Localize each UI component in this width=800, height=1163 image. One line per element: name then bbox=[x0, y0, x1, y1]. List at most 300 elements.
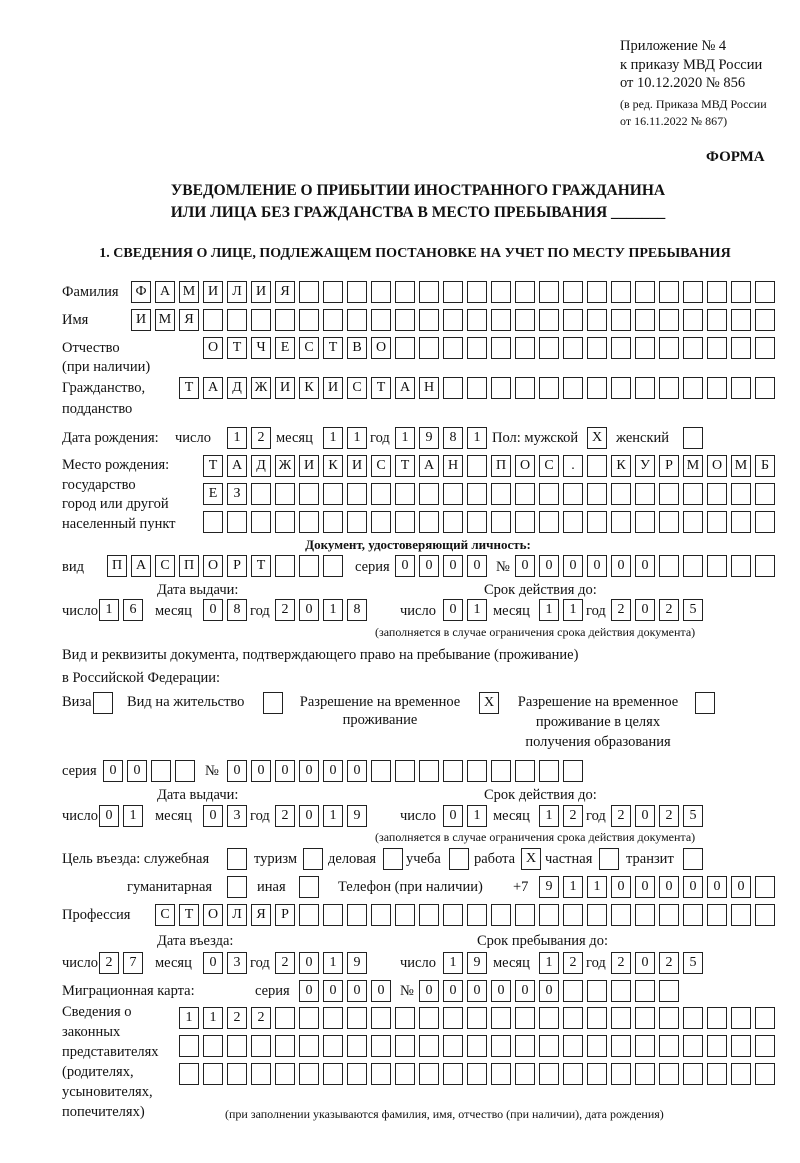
char-cell[interactable]: Ч bbox=[251, 337, 271, 359]
char-cell[interactable] bbox=[611, 1035, 631, 1057]
char-cell[interactable] bbox=[539, 904, 559, 926]
char-cell[interactable] bbox=[611, 1007, 631, 1029]
char-cell[interactable] bbox=[731, 337, 751, 359]
char-cell[interactable] bbox=[587, 1007, 607, 1029]
char-cell[interactable]: 9 bbox=[419, 427, 439, 449]
char-cell[interactable] bbox=[599, 848, 619, 870]
char-cell[interactable] bbox=[443, 904, 463, 926]
char-cell[interactable] bbox=[419, 511, 439, 533]
char-cell[interactable]: 5 bbox=[683, 599, 703, 621]
char-cell[interactable]: У bbox=[635, 455, 655, 477]
char-cell[interactable] bbox=[419, 904, 439, 926]
char-cell[interactable]: 0 bbox=[419, 980, 439, 1002]
char-cell[interactable] bbox=[635, 309, 655, 331]
char-cell[interactable] bbox=[323, 904, 343, 926]
char-cell[interactable]: 1 bbox=[467, 599, 487, 621]
char-cell[interactable] bbox=[251, 511, 271, 533]
char-cell[interactable]: 1 bbox=[467, 805, 487, 827]
char-cell[interactable] bbox=[515, 483, 535, 505]
char-cell[interactable]: А bbox=[395, 377, 415, 399]
char-cell[interactable]: Т bbox=[371, 377, 391, 399]
char-cell[interactable]: 0 bbox=[99, 805, 119, 827]
char-cell[interactable] bbox=[707, 377, 727, 399]
char-cell[interactable] bbox=[707, 281, 727, 303]
char-cell[interactable] bbox=[563, 377, 583, 399]
char-cell[interactable]: М bbox=[179, 281, 199, 303]
char-cell[interactable]: 1 bbox=[179, 1007, 199, 1029]
char-cell[interactable]: А bbox=[419, 455, 439, 477]
char-cell[interactable] bbox=[563, 1035, 583, 1057]
char-cell[interactable] bbox=[611, 483, 631, 505]
char-cell[interactable] bbox=[203, 1063, 223, 1085]
char-cell[interactable] bbox=[683, 377, 703, 399]
char-cell[interactable] bbox=[443, 1035, 463, 1057]
char-cell[interactable] bbox=[227, 1063, 247, 1085]
char-cell[interactable] bbox=[443, 483, 463, 505]
char-cell[interactable]: О bbox=[371, 337, 391, 359]
char-cell[interactable] bbox=[587, 337, 607, 359]
char-cell[interactable] bbox=[467, 511, 487, 533]
char-cell[interactable] bbox=[755, 337, 775, 359]
char-cell[interactable] bbox=[323, 1035, 343, 1057]
char-cell[interactable] bbox=[563, 511, 583, 533]
char-cell[interactable]: 1 bbox=[539, 952, 559, 974]
char-cell[interactable] bbox=[179, 1063, 199, 1085]
char-cell[interactable] bbox=[707, 483, 727, 505]
char-cell[interactable]: 0 bbox=[635, 599, 655, 621]
char-cell[interactable] bbox=[515, 511, 535, 533]
char-cell[interactable]: 2 bbox=[227, 1007, 247, 1029]
char-cell[interactable] bbox=[419, 1007, 439, 1029]
char-cell[interactable] bbox=[515, 309, 535, 331]
char-cell[interactable] bbox=[443, 760, 463, 782]
char-cell[interactable]: П bbox=[107, 555, 127, 577]
char-cell[interactable]: 1 bbox=[203, 1007, 223, 1029]
char-cell[interactable] bbox=[323, 1063, 343, 1085]
char-cell[interactable] bbox=[227, 876, 247, 898]
char-cell[interactable]: 0 bbox=[443, 599, 463, 621]
char-cell[interactable]: 0 bbox=[127, 760, 147, 782]
char-cell[interactable] bbox=[635, 511, 655, 533]
char-cell[interactable] bbox=[587, 483, 607, 505]
char-cell[interactable] bbox=[635, 1007, 655, 1029]
char-cell[interactable]: Ж bbox=[275, 455, 295, 477]
char-cell[interactable] bbox=[563, 483, 583, 505]
char-cell[interactable] bbox=[383, 848, 403, 870]
char-cell[interactable]: 0 bbox=[203, 599, 223, 621]
char-cell[interactable]: 2 bbox=[275, 952, 295, 974]
char-cell[interactable] bbox=[395, 1035, 415, 1057]
char-cell[interactable] bbox=[611, 377, 631, 399]
char-cell[interactable] bbox=[755, 281, 775, 303]
char-cell[interactable] bbox=[299, 1063, 319, 1085]
char-cell[interactable] bbox=[755, 309, 775, 331]
char-cell[interactable] bbox=[707, 1007, 727, 1029]
char-cell[interactable] bbox=[303, 848, 323, 870]
char-cell[interactable] bbox=[683, 1007, 703, 1029]
char-cell[interactable] bbox=[731, 483, 751, 505]
char-cell[interactable] bbox=[683, 511, 703, 533]
char-cell[interactable] bbox=[587, 281, 607, 303]
char-cell[interactable] bbox=[491, 511, 511, 533]
char-cell[interactable]: В bbox=[347, 337, 367, 359]
char-cell[interactable] bbox=[659, 555, 679, 577]
char-cell[interactable] bbox=[419, 309, 439, 331]
char-cell[interactable]: О bbox=[203, 904, 223, 926]
char-cell[interactable] bbox=[683, 309, 703, 331]
char-cell[interactable] bbox=[443, 337, 463, 359]
char-cell[interactable] bbox=[659, 281, 679, 303]
char-cell[interactable]: Я bbox=[275, 281, 295, 303]
char-cell[interactable] bbox=[587, 904, 607, 926]
char-cell[interactable] bbox=[515, 760, 535, 782]
char-cell[interactable] bbox=[347, 483, 367, 505]
char-cell[interactable]: 1 bbox=[323, 599, 343, 621]
char-cell[interactable] bbox=[395, 760, 415, 782]
char-cell[interactable]: Т bbox=[323, 337, 343, 359]
char-cell[interactable] bbox=[443, 1007, 463, 1029]
char-cell[interactable] bbox=[449, 848, 469, 870]
char-cell[interactable]: 0 bbox=[251, 760, 271, 782]
char-cell[interactable] bbox=[683, 427, 703, 449]
char-cell[interactable]: 1 bbox=[563, 599, 583, 621]
char-cell[interactable]: 1 bbox=[99, 599, 119, 621]
char-cell[interactable]: 1 bbox=[587, 876, 607, 898]
char-cell[interactable] bbox=[539, 760, 559, 782]
char-cell[interactable] bbox=[659, 1035, 679, 1057]
char-cell[interactable]: 0 bbox=[299, 952, 319, 974]
char-cell[interactable] bbox=[635, 281, 655, 303]
char-cell[interactable] bbox=[227, 511, 247, 533]
char-cell[interactable] bbox=[611, 309, 631, 331]
char-cell[interactable]: 0 bbox=[227, 760, 247, 782]
char-cell[interactable]: 0 bbox=[203, 952, 223, 974]
char-cell[interactable]: 1 bbox=[323, 427, 343, 449]
char-cell[interactable] bbox=[275, 1035, 295, 1057]
char-cell[interactable] bbox=[275, 1007, 295, 1029]
char-cell[interactable] bbox=[227, 1035, 247, 1057]
char-cell[interactable]: 1 bbox=[395, 427, 415, 449]
char-cell[interactable] bbox=[563, 281, 583, 303]
char-cell[interactable]: 0 bbox=[467, 980, 487, 1002]
char-cell[interactable] bbox=[491, 483, 511, 505]
char-cell[interactable]: 1 bbox=[347, 427, 367, 449]
char-cell[interactable] bbox=[539, 483, 559, 505]
char-cell[interactable] bbox=[491, 760, 511, 782]
char-cell[interactable]: 0 bbox=[299, 760, 319, 782]
char-cell[interactable] bbox=[179, 1035, 199, 1057]
char-cell[interactable]: К bbox=[323, 455, 343, 477]
char-cell[interactable] bbox=[323, 1007, 343, 1029]
char-cell[interactable]: 0 bbox=[443, 980, 463, 1002]
char-cell[interactable]: 0 bbox=[611, 876, 631, 898]
char-cell[interactable] bbox=[731, 1035, 751, 1057]
char-cell[interactable] bbox=[371, 1035, 391, 1057]
char-cell[interactable]: 2 bbox=[275, 599, 295, 621]
char-cell[interactable] bbox=[563, 337, 583, 359]
char-cell[interactable] bbox=[683, 281, 703, 303]
char-cell[interactable]: М bbox=[731, 455, 751, 477]
char-cell[interactable] bbox=[93, 692, 113, 714]
char-cell[interactable] bbox=[203, 309, 223, 331]
char-cell[interactable] bbox=[299, 511, 319, 533]
char-cell[interactable]: А bbox=[203, 377, 223, 399]
char-cell[interactable] bbox=[323, 483, 343, 505]
char-cell[interactable]: 0 bbox=[635, 876, 655, 898]
char-cell[interactable]: 9 bbox=[347, 805, 367, 827]
char-cell[interactable]: Р bbox=[275, 904, 295, 926]
char-cell[interactable] bbox=[659, 980, 679, 1002]
char-cell[interactable] bbox=[587, 980, 607, 1002]
char-cell[interactable] bbox=[731, 377, 751, 399]
char-cell[interactable] bbox=[371, 904, 391, 926]
char-cell[interactable]: Е bbox=[203, 483, 223, 505]
char-cell[interactable] bbox=[635, 904, 655, 926]
char-cell[interactable] bbox=[443, 511, 463, 533]
char-cell[interactable]: С bbox=[371, 455, 391, 477]
char-cell[interactable] bbox=[251, 1035, 271, 1057]
char-cell[interactable]: 0 bbox=[611, 555, 631, 577]
char-cell[interactable] bbox=[539, 377, 559, 399]
char-cell[interactable]: Т bbox=[203, 455, 223, 477]
char-cell[interactable] bbox=[587, 511, 607, 533]
char-cell[interactable] bbox=[707, 1063, 727, 1085]
char-cell[interactable] bbox=[707, 555, 727, 577]
char-cell[interactable]: Т bbox=[227, 337, 247, 359]
char-cell[interactable] bbox=[443, 1063, 463, 1085]
char-cell[interactable] bbox=[659, 337, 679, 359]
char-cell[interactable] bbox=[275, 483, 295, 505]
char-cell[interactable] bbox=[491, 1063, 511, 1085]
char-cell[interactable] bbox=[251, 309, 271, 331]
char-cell[interactable] bbox=[175, 760, 195, 782]
char-cell[interactable] bbox=[299, 876, 319, 898]
char-cell[interactable] bbox=[395, 1007, 415, 1029]
char-cell[interactable] bbox=[515, 1035, 535, 1057]
char-cell[interactable]: 1 bbox=[323, 805, 343, 827]
char-cell[interactable]: 2 bbox=[251, 427, 271, 449]
char-cell[interactable] bbox=[635, 337, 655, 359]
char-cell[interactable] bbox=[659, 309, 679, 331]
char-cell[interactable] bbox=[755, 1007, 775, 1029]
char-cell[interactable]: 2 bbox=[659, 599, 679, 621]
char-cell[interactable]: И bbox=[299, 455, 319, 477]
char-cell[interactable] bbox=[395, 337, 415, 359]
char-cell[interactable] bbox=[515, 1007, 535, 1029]
char-cell[interactable]: 3 bbox=[227, 805, 247, 827]
char-cell[interactable] bbox=[635, 980, 655, 1002]
char-cell[interactable]: Ж bbox=[251, 377, 271, 399]
char-cell[interactable]: 1 bbox=[539, 599, 559, 621]
char-cell[interactable] bbox=[371, 1007, 391, 1029]
char-cell[interactable]: 0 bbox=[659, 876, 679, 898]
char-cell[interactable]: 1 bbox=[467, 427, 487, 449]
char-cell[interactable] bbox=[611, 281, 631, 303]
char-cell[interactable]: Т bbox=[179, 904, 199, 926]
char-cell[interactable]: 2 bbox=[659, 952, 679, 974]
char-cell[interactable] bbox=[419, 1063, 439, 1085]
char-cell[interactable] bbox=[755, 483, 775, 505]
char-cell[interactable] bbox=[323, 309, 343, 331]
char-cell[interactable] bbox=[635, 377, 655, 399]
char-cell[interactable]: 2 bbox=[563, 952, 583, 974]
char-cell[interactable] bbox=[323, 555, 343, 577]
char-cell[interactable]: 0 bbox=[443, 555, 463, 577]
char-cell[interactable] bbox=[371, 281, 391, 303]
char-cell[interactable]: 2 bbox=[251, 1007, 271, 1029]
char-cell[interactable]: И bbox=[251, 281, 271, 303]
char-cell[interactable]: Л bbox=[227, 281, 247, 303]
char-cell[interactable] bbox=[395, 904, 415, 926]
char-cell[interactable] bbox=[347, 1007, 367, 1029]
char-cell[interactable] bbox=[731, 281, 751, 303]
char-cell[interactable] bbox=[695, 692, 715, 714]
char-cell[interactable]: С bbox=[539, 455, 559, 477]
char-cell[interactable] bbox=[755, 876, 775, 898]
char-cell[interactable] bbox=[659, 904, 679, 926]
char-cell[interactable] bbox=[587, 1063, 607, 1085]
char-cell[interactable]: 0 bbox=[731, 876, 751, 898]
char-cell[interactable] bbox=[251, 1063, 271, 1085]
char-cell[interactable]: 9 bbox=[347, 952, 367, 974]
char-cell[interactable]: 0 bbox=[707, 876, 727, 898]
char-cell[interactable] bbox=[467, 309, 487, 331]
char-cell[interactable]: 0 bbox=[491, 980, 511, 1002]
char-cell[interactable]: 0 bbox=[635, 952, 655, 974]
char-cell[interactable] bbox=[299, 904, 319, 926]
char-cell[interactable] bbox=[707, 337, 727, 359]
char-cell[interactable]: Ф bbox=[131, 281, 151, 303]
char-cell[interactable]: 0 bbox=[683, 876, 703, 898]
char-cell[interactable]: 0 bbox=[203, 805, 223, 827]
char-cell[interactable]: 0 bbox=[443, 805, 463, 827]
char-cell[interactable] bbox=[659, 483, 679, 505]
char-cell[interactable] bbox=[659, 377, 679, 399]
char-cell[interactable]: К bbox=[611, 455, 631, 477]
char-cell[interactable]: 8 bbox=[227, 599, 247, 621]
char-cell[interactable]: А bbox=[227, 455, 247, 477]
char-cell[interactable] bbox=[467, 337, 487, 359]
char-cell[interactable] bbox=[371, 511, 391, 533]
char-cell[interactable] bbox=[467, 1063, 487, 1085]
char-cell[interactable]: . bbox=[563, 455, 583, 477]
char-cell[interactable]: 2 bbox=[659, 805, 679, 827]
char-cell[interactable]: С bbox=[155, 555, 175, 577]
char-cell[interactable] bbox=[683, 337, 703, 359]
char-cell[interactable] bbox=[347, 1063, 367, 1085]
char-cell[interactable]: З bbox=[227, 483, 247, 505]
char-cell[interactable] bbox=[755, 1035, 775, 1057]
char-cell[interactable] bbox=[635, 483, 655, 505]
char-cell[interactable] bbox=[395, 483, 415, 505]
char-cell[interactable] bbox=[563, 1063, 583, 1085]
char-cell[interactable]: 5 bbox=[683, 952, 703, 974]
char-cell[interactable]: И bbox=[131, 309, 151, 331]
char-cell[interactable] bbox=[371, 1063, 391, 1085]
char-cell[interactable] bbox=[371, 309, 391, 331]
char-cell[interactable]: X bbox=[521, 848, 541, 870]
char-cell[interactable] bbox=[467, 904, 487, 926]
char-cell[interactable] bbox=[491, 1007, 511, 1029]
char-cell[interactable]: К bbox=[299, 377, 319, 399]
char-cell[interactable]: 0 bbox=[347, 980, 367, 1002]
char-cell[interactable] bbox=[539, 281, 559, 303]
char-cell[interactable] bbox=[731, 511, 751, 533]
char-cell[interactable] bbox=[659, 1063, 679, 1085]
char-cell[interactable]: Д bbox=[227, 377, 247, 399]
char-cell[interactable]: 1 bbox=[563, 876, 583, 898]
char-cell[interactable] bbox=[227, 309, 247, 331]
char-cell[interactable]: 2 bbox=[611, 952, 631, 974]
char-cell[interactable] bbox=[755, 1063, 775, 1085]
char-cell[interactable] bbox=[275, 1063, 295, 1085]
char-cell[interactable]: Я bbox=[251, 904, 271, 926]
char-cell[interactable]: 3 bbox=[227, 952, 247, 974]
char-cell[interactable] bbox=[275, 555, 295, 577]
char-cell[interactable] bbox=[587, 309, 607, 331]
char-cell[interactable]: Я bbox=[179, 309, 199, 331]
char-cell[interactable] bbox=[611, 511, 631, 533]
char-cell[interactable] bbox=[419, 337, 439, 359]
char-cell[interactable]: 2 bbox=[611, 805, 631, 827]
char-cell[interactable] bbox=[539, 511, 559, 533]
char-cell[interactable] bbox=[395, 1063, 415, 1085]
char-cell[interactable] bbox=[467, 455, 487, 477]
char-cell[interactable]: 1 bbox=[323, 952, 343, 974]
char-cell[interactable]: О bbox=[515, 455, 535, 477]
char-cell[interactable]: Д bbox=[251, 455, 271, 477]
char-cell[interactable]: 2 bbox=[99, 952, 119, 974]
char-cell[interactable] bbox=[467, 760, 487, 782]
char-cell[interactable] bbox=[683, 555, 703, 577]
char-cell[interactable]: Б bbox=[755, 455, 775, 477]
char-cell[interactable]: 0 bbox=[587, 555, 607, 577]
char-cell[interactable]: 0 bbox=[635, 805, 655, 827]
char-cell[interactable] bbox=[635, 1063, 655, 1085]
char-cell[interactable] bbox=[563, 760, 583, 782]
char-cell[interactable] bbox=[707, 511, 727, 533]
char-cell[interactable] bbox=[371, 760, 391, 782]
char-cell[interactable]: О bbox=[203, 555, 223, 577]
char-cell[interactable]: 0 bbox=[299, 980, 319, 1002]
char-cell[interactable] bbox=[635, 1035, 655, 1057]
char-cell[interactable] bbox=[587, 455, 607, 477]
char-cell[interactable]: 7 bbox=[123, 952, 143, 974]
char-cell[interactable] bbox=[659, 1007, 679, 1029]
char-cell[interactable] bbox=[563, 1007, 583, 1029]
char-cell[interactable] bbox=[299, 1007, 319, 1029]
char-cell[interactable] bbox=[683, 1035, 703, 1057]
char-cell[interactable] bbox=[347, 281, 367, 303]
char-cell[interactable] bbox=[491, 309, 511, 331]
char-cell[interactable] bbox=[731, 1007, 751, 1029]
char-cell[interactable]: 5 bbox=[683, 805, 703, 827]
char-cell[interactable] bbox=[203, 1035, 223, 1057]
char-cell[interactable]: С bbox=[155, 904, 175, 926]
char-cell[interactable]: 0 bbox=[635, 555, 655, 577]
char-cell[interactable] bbox=[611, 337, 631, 359]
char-cell[interactable] bbox=[707, 1035, 727, 1057]
char-cell[interactable] bbox=[731, 309, 751, 331]
char-cell[interactable] bbox=[515, 337, 535, 359]
char-cell[interactable] bbox=[491, 904, 511, 926]
char-cell[interactable] bbox=[371, 483, 391, 505]
char-cell[interactable] bbox=[611, 1063, 631, 1085]
char-cell[interactable] bbox=[755, 904, 775, 926]
char-cell[interactable]: 0 bbox=[299, 805, 319, 827]
char-cell[interactable] bbox=[515, 904, 535, 926]
char-cell[interactable]: 1 bbox=[539, 805, 559, 827]
